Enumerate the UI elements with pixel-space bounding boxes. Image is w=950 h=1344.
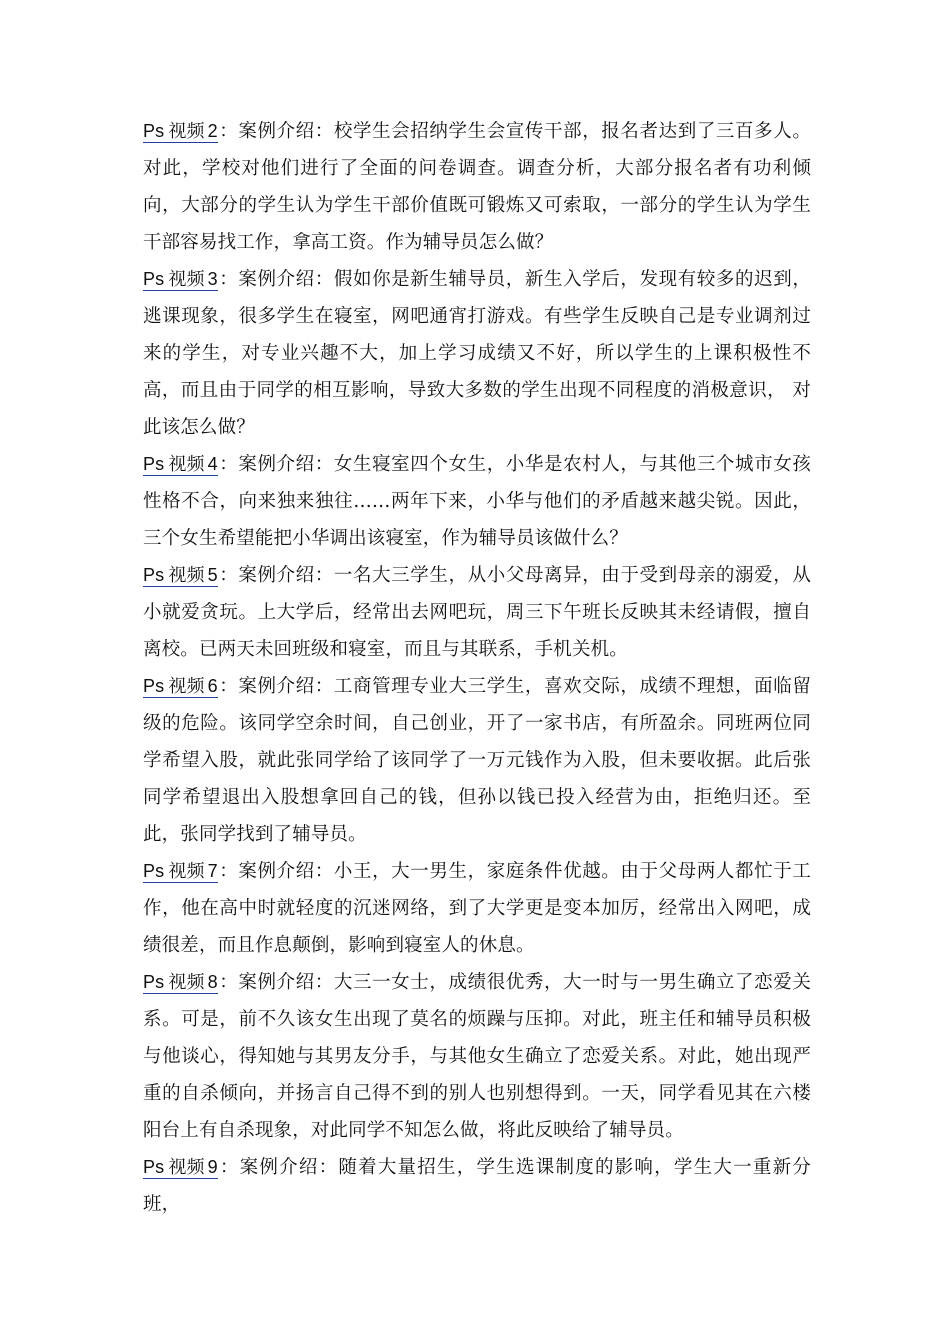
case-paragraph-3: Ps 视频 3：案例介绍：假如你是新生辅导员，新生入学后，发现有较多的迟到，逃课现象，很多学生在寝室，网吧通宵打游戏。有些学生反映自己是专业调剂过来的学生，对专业兴趣不大，加上学习成绩又不好，所以学生的上课积极性不高，而且由于同学的相互影响，导致大多数的学生出现不同程度的消极意识， 对此该怎么做？ xyxy=(143,261,811,446)
case-text-5: 案例介绍：一名大三学生，从小父母离异，由于受到母亲的溺爱，从小就爱贪玩。上大学后，经常出去网吧玩，周三下午班长反映其未经请假，擅自离校。已两天未回班级和寝室，而且与其联系，手机关机。 xyxy=(143,565,811,660)
case-link-2[interactable]: Ps 视频 2 xyxy=(143,113,218,150)
case-link-3[interactable]: Ps 视频 3 xyxy=(143,261,218,298)
case-paragraph-2: Ps 视频 2：案例介绍：校学生会招纳学生会宣传干部，报名者达到了三百多人。对此，学校对他们进行了全面的问卷调查。调查分析，大部分报名者有功利倾向，大部分的学生认为学生干部价值既可锻炼又可索取，一部分的学生认为学生干部容易找工作，拿高工资。作为辅导员怎么做？ xyxy=(143,113,811,261)
case-paragraph-5: Ps 视频 5：案例介绍：一名大三学生，从小父母离异，由于受到母亲的溺爱，从小就爱贪玩。上大学后，经常出去网吧玩，周三下午班长反映其未经请假，擅自离校。已两天未回班级和寝室，而且与其联系，手机关机。 xyxy=(143,557,811,668)
case-link-6[interactable]: Ps 视频 6 xyxy=(143,668,218,705)
case-text-8: 案例介绍：大三一女士，成绩很优秀，大一时与一男生确立了恋爱关系。可是，前不久该女生出现了莫名的烦躁与压抑。对此，班主任和辅导员积极与他谈心，得知她与其男友分手，与其他女生确立了恋爱关系。对此，她出现严重的自杀倾向，并扬言自己得不到的别人也别想得到。一天，同学看见其在六楼阳台上有自杀现象，对此同学不知怎么做，将此反映给了辅导员。 xyxy=(143,972,811,1141)
case-text-6: 案例介绍：工商管理专业大三学生，喜欢交际，成绩不理想，面临留级的危险。该同学空余时间，自己创业，开了一家书店，有所盈余。同班两位同学希望入股，就此张同学给了该同学了一万元钱作为入股，但未要收据。此后张同学希望退出入股想拿回自己的钱，但孙以钱已投入经营为由，拒绝归还。至此，张同学找到了辅导员。 xyxy=(143,676,811,845)
case-paragraph-4: Ps 视频 4：案例介绍：女生寝室四个女生，小华是农村人，与其他三个城市女孩性格不合，向来独来独往……两年下来，小华与他们的矛盾越来越尖锐。因此，三个女生希望能把小华调出该寝室，作为辅导员该做什么？ xyxy=(143,446,811,557)
case-text-4: 案例介绍：女生寝室四个女生，小华是农村人，与其他三个城市女孩性格不合，向来独来独往……两年下来，小华与他们的矛盾越来越尖锐。因此，三个女生希望能把小华调出该寝室，作为辅导员该做什么？ xyxy=(143,454,811,549)
case-text-3: 案例介绍：假如你是新生辅导员，新生入学后，发现有较多的迟到，逃课现象，很多学生在寝室，网吧通宵打游戏。有些学生反映自己是专业调剂过来的学生，对专业兴趣不大，加上学习成绩又不好，所以学生的上课积极性不高，而且由于同学的相互影响，导致大多数的学生出现不同程度的消极意识， 对此该怎么做？ xyxy=(143,269,811,438)
case-paragraph-9: Ps 视频 9：案例介绍：随着大量招生，学生选课制度的影响，学生大一重新分班， xyxy=(143,1149,811,1223)
case-link-8[interactable]: Ps 视频 8 xyxy=(143,964,218,1001)
case-link-4[interactable]: Ps 视频 4 xyxy=(143,446,218,483)
case-paragraph-8: Ps 视频 8：案例介绍：大三一女士，成绩很优秀，大一时与一男生确立了恋爱关系。可是，前不久该女生出现了莫名的烦躁与压抑。对此，班主任和辅导员积极与他谈心，得知她与其男友分手，与其他女生确立了恋爱关系。对此，她出现严重的自杀倾向，并扬言自己得不到的别人也别想得到。一天，同学看见其在六楼阳台上有自杀现象，对此同学不知怎么做，将此反映给了辅导员。 xyxy=(143,964,811,1149)
case-paragraph-7: Ps 视频 7：案例介绍：小王，大一男生，家庭条件优越。由于父母两人都忙于工作，他在高中时就轻度的沉迷网络，到了大学更是变本加厉，经常出入网吧，成绩很差，而且作息颠倒，影响到寝室人的休息。 xyxy=(143,853,811,964)
case-text-2: 案例介绍：校学生会招纳学生会宣传干部，报名者达到了三百多人。对此，学校对他们进行了全面的问卷调查。调查分析，大部分报名者有功利倾向，大部分的学生认为学生干部价值既可锻炼又可索取，一部分的学生认为学生干部容易找工作，拿高工资。作为辅导员怎么做？ xyxy=(143,121,811,253)
case-text-9: 案例介绍：随着大量招生，学生选课制度的影响，学生大一重新分班， xyxy=(143,1157,812,1215)
case-link-7[interactable]: Ps 视频 7 xyxy=(143,853,218,890)
case-paragraph-6: Ps 视频 6：案例介绍：工商管理专业大三学生，喜欢交际，成绩不理想，面临留级的危险。该同学空余时间，自己创业，开了一家书店，有所盈余。同班两位同学希望入股，就此张同学给了该同学了一万元钱作为入股，但未要收据。此后张同学希望退出入股想拿回自己的钱，但孙以钱已投入经营为由，拒绝归还。至此，张同学找到了辅导员。 xyxy=(143,668,811,853)
case-text-7: 案例介绍：小王，大一男生，家庭条件优越。由于父母两人都忙于工作，他在高中时就轻度的沉迷网络，到了大学更是变本加厉，经常出入网吧，成绩很差，而且作息颠倒，影响到寝室人的休息。 xyxy=(143,861,811,956)
case-link-5[interactable]: Ps 视频 5 xyxy=(143,557,218,594)
document-body xyxy=(143,113,811,1223)
case-link-9[interactable]: Ps 视频 9 xyxy=(143,1149,218,1186)
